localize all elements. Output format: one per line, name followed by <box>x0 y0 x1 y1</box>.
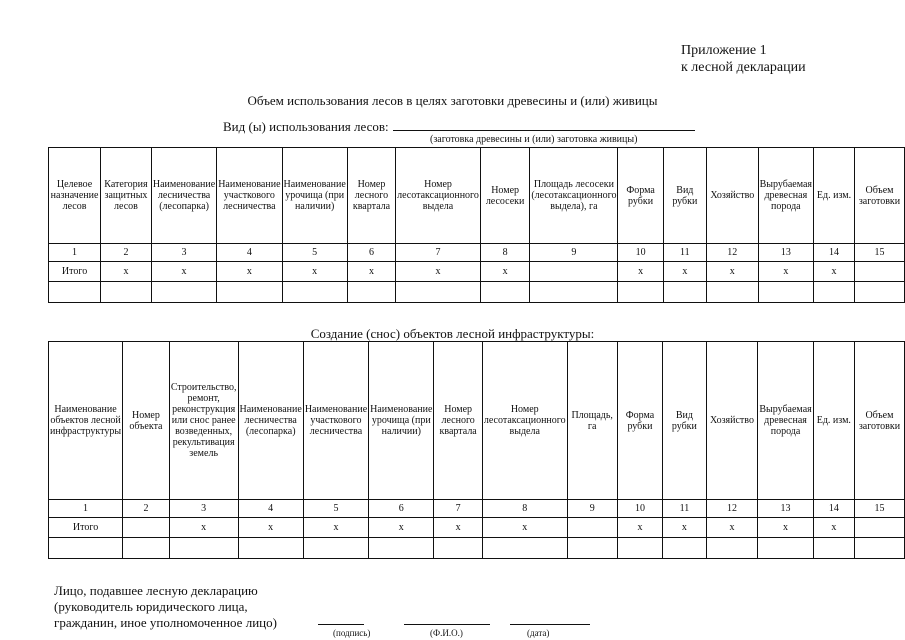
section1-title: Объем использования лесов в целях заготовки древесины и (или) живицы <box>247 93 658 108</box>
total-cell-7: x <box>434 518 482 538</box>
blank-cell-5 <box>282 282 347 303</box>
header-cell-4: Наименование лесничества (лесопарка) <box>238 342 303 500</box>
signer-line-3: гражданин, иное уполномоченное лицо) <box>54 615 277 630</box>
name-caption: (Ф.И.О.) <box>430 628 463 638</box>
header-cell-6: Наименование урочища (при наличии) <box>369 342 434 500</box>
blank-cell-7 <box>396 282 481 303</box>
usage-type-note: (заготовка древесины и (или) заготовка живицы) <box>430 134 638 145</box>
header-cell-1: Наименование объектов лесной инфраструктуры <box>49 342 123 500</box>
blank-cell-13 <box>758 282 813 303</box>
blank-cell-8 <box>482 538 567 559</box>
header-cell-9: Площадь, га <box>567 342 617 500</box>
column-number-cell-12: 12 <box>706 244 758 262</box>
total-cell-13: x <box>758 518 813 538</box>
total-cell-5: x <box>282 262 347 282</box>
header-cell-11: Вид рубки <box>663 342 706 500</box>
header-cell-1: Целевое назначение лесов <box>49 148 101 244</box>
blank-cell-6 <box>369 538 434 559</box>
column-number-cell-6: 6 <box>347 244 395 262</box>
column-number-cell-2: 2 <box>101 244 152 262</box>
total-cell-3: x <box>169 518 238 538</box>
total-cell-15 <box>854 518 904 538</box>
blank-cell-12 <box>706 538 758 559</box>
table-header-row <box>49 148 905 244</box>
header-cell-3: Наименование лесничества (лесопарка) <box>151 148 216 244</box>
column-number-cell-13: 13 <box>758 244 813 262</box>
blank-cell-6 <box>347 282 395 303</box>
blank-cell-11 <box>663 538 706 559</box>
blank-cell-9 <box>567 538 617 559</box>
blank-cell-1 <box>49 282 101 303</box>
header-cell-13: Вырубаемая древесная порода <box>758 342 813 500</box>
header-cell-7: Номер лесного квартала <box>434 342 482 500</box>
header-cell-5: Наименование участкового лесничества <box>303 342 368 500</box>
header-cell-15: Объем заготовки <box>854 148 904 244</box>
column-number-cell-5: 5 <box>303 500 368 518</box>
blank-cell-9 <box>530 282 618 303</box>
total-cell-10: x <box>617 518 662 538</box>
column-number-cell-10: 10 <box>618 244 663 262</box>
header-cell-8: Номер лесотаксационного выдела <box>482 342 567 500</box>
header-cell-14: Ед. изм. <box>813 342 854 500</box>
column-number-cell-3: 3 <box>169 500 238 518</box>
table-header-row <box>49 342 905 500</box>
total-cell-9 <box>567 518 617 538</box>
column-number-cell-5: 5 <box>282 244 347 262</box>
signature-line <box>318 624 364 625</box>
header-cell-2: Категория защитных лесов <box>101 148 152 244</box>
blank-cell-14 <box>813 538 854 559</box>
blank-cell-11 <box>663 282 706 303</box>
column-number-cell-6: 6 <box>369 500 434 518</box>
appendix-note <box>681 42 806 76</box>
blank-row <box>49 538 905 559</box>
appendix-line-1: Приложение 1 <box>681 43 767 58</box>
header-cell-14: Ед. изм. <box>814 148 855 244</box>
total-cell-4: x <box>217 262 282 282</box>
header-cell-3: Строительство, ремонт, реконструкция или снос ранее возведенных, рекультивация земель <box>169 342 238 500</box>
total-cell-15 <box>854 262 904 282</box>
blank-cell-10 <box>617 538 662 559</box>
column-number-cell-8: 8 <box>482 500 567 518</box>
column-number-cell-12: 12 <box>706 500 758 518</box>
usage-type-label: Вид (ы) использования лесов: <box>223 119 389 134</box>
total-cell-1: Итого <box>49 262 101 282</box>
blank-cell-7 <box>434 538 482 559</box>
date-caption: (дата) <box>527 628 550 638</box>
header-cell-4: Наименование участкового лесничества <box>217 148 282 244</box>
header-cell-7: Номер лесотаксационного выдела <box>396 148 481 244</box>
column-number-cell-9: 9 <box>567 500 617 518</box>
total-cell-2 <box>123 518 170 538</box>
blank-cell-4 <box>238 538 303 559</box>
column-number-cell-10: 10 <box>617 500 662 518</box>
date-line <box>510 624 590 625</box>
column-number-cell-8: 8 <box>480 244 529 262</box>
column-number-cell-9: 9 <box>530 244 618 262</box>
blank-cell-12 <box>706 282 758 303</box>
total-row <box>49 262 905 282</box>
header-cell-8: Номер лесосеки <box>480 148 529 244</box>
blank-cell-15 <box>854 282 904 303</box>
column-number-cell-7: 7 <box>434 500 482 518</box>
total-cell-9 <box>530 262 618 282</box>
column-number-cell-14: 14 <box>814 244 855 262</box>
total-cell-7: x <box>396 262 481 282</box>
total-cell-11: x <box>663 518 706 538</box>
total-row <box>49 518 905 538</box>
blank-cell-2 <box>101 282 152 303</box>
header-cell-9: Площадь лесосеки (лесотаксационного выдела), га <box>530 148 618 244</box>
infrastructure-table <box>48 341 905 559</box>
total-cell-6: x <box>369 518 434 538</box>
total-cell-12: x <box>706 518 758 538</box>
total-cell-13: x <box>758 262 813 282</box>
total-cell-2: x <box>101 262 152 282</box>
column-number-cell-15: 15 <box>854 500 904 518</box>
total-cell-12: x <box>706 262 758 282</box>
blank-cell-4 <box>217 282 282 303</box>
blank-cell-10 <box>618 282 663 303</box>
total-cell-14: x <box>813 518 854 538</box>
name-line <box>404 624 490 625</box>
signer-line-1: Лицо, подавшее лесную декларацию <box>54 583 258 598</box>
column-number-cell-3: 3 <box>151 244 216 262</box>
total-cell-8: x <box>482 518 567 538</box>
header-cell-13: Вырубаемая древесная порода <box>758 148 813 244</box>
header-cell-5: Наименование урочища (при наличии) <box>282 148 347 244</box>
signature-caption: (подпись) <box>333 628 371 638</box>
total-cell-5: x <box>303 518 368 538</box>
total-cell-10: x <box>618 262 663 282</box>
total-cell-14: x <box>814 262 855 282</box>
blank-cell-15 <box>854 538 904 559</box>
header-cell-10: Форма рубки <box>618 148 663 244</box>
blank-cell-5 <box>303 538 368 559</box>
column-number-cell-4: 4 <box>217 244 282 262</box>
column-number-cell-2: 2 <box>123 500 170 518</box>
total-cell-3: x <box>151 262 216 282</box>
total-cell-4: x <box>238 518 303 538</box>
column-number-cell-4: 4 <box>238 500 303 518</box>
column-number-row <box>49 500 905 518</box>
column-number-cell-11: 11 <box>663 500 706 518</box>
appendix-line-2: к лесной декларации <box>681 60 806 75</box>
blank-cell-2 <box>123 538 170 559</box>
total-cell-11: x <box>663 262 706 282</box>
total-cell-6: x <box>347 262 395 282</box>
header-cell-6: Номер лесного квартала <box>347 148 395 244</box>
signer-block <box>54 583 277 631</box>
column-number-cell-7: 7 <box>396 244 481 262</box>
blank-cell-14 <box>814 282 855 303</box>
timber-harvest-table <box>48 147 905 303</box>
header-cell-10: Форма рубки <box>617 342 662 500</box>
header-cell-12: Хозяйство <box>706 342 758 500</box>
blank-cell-8 <box>480 282 529 303</box>
usage-type-field <box>223 118 695 135</box>
signer-line-2: (руководитель юридического лица, <box>54 599 248 614</box>
column-number-row <box>49 244 905 262</box>
blank-cell-3 <box>169 538 238 559</box>
blank-cell-1 <box>49 538 123 559</box>
column-number-cell-15: 15 <box>854 244 904 262</box>
blank-row <box>49 282 905 303</box>
header-cell-15: Объем заготовки <box>854 342 904 500</box>
header-cell-11: Вид рубки <box>663 148 706 244</box>
section2-title: Создание (снос) объектов лесной инфраструктуры: <box>310 326 595 341</box>
column-number-cell-13: 13 <box>758 500 813 518</box>
column-number-cell-1: 1 <box>49 500 123 518</box>
usage-type-blank-line <box>393 118 695 131</box>
header-cell-2: Номер объекта <box>123 342 170 500</box>
blank-cell-3 <box>151 282 216 303</box>
header-cell-12: Хозяйство <box>706 148 758 244</box>
total-cell-8: x <box>480 262 529 282</box>
column-number-cell-11: 11 <box>663 244 706 262</box>
column-number-cell-1: 1 <box>49 244 101 262</box>
total-cell-1: Итого <box>49 518 123 538</box>
blank-cell-13 <box>758 538 813 559</box>
column-number-cell-14: 14 <box>813 500 854 518</box>
